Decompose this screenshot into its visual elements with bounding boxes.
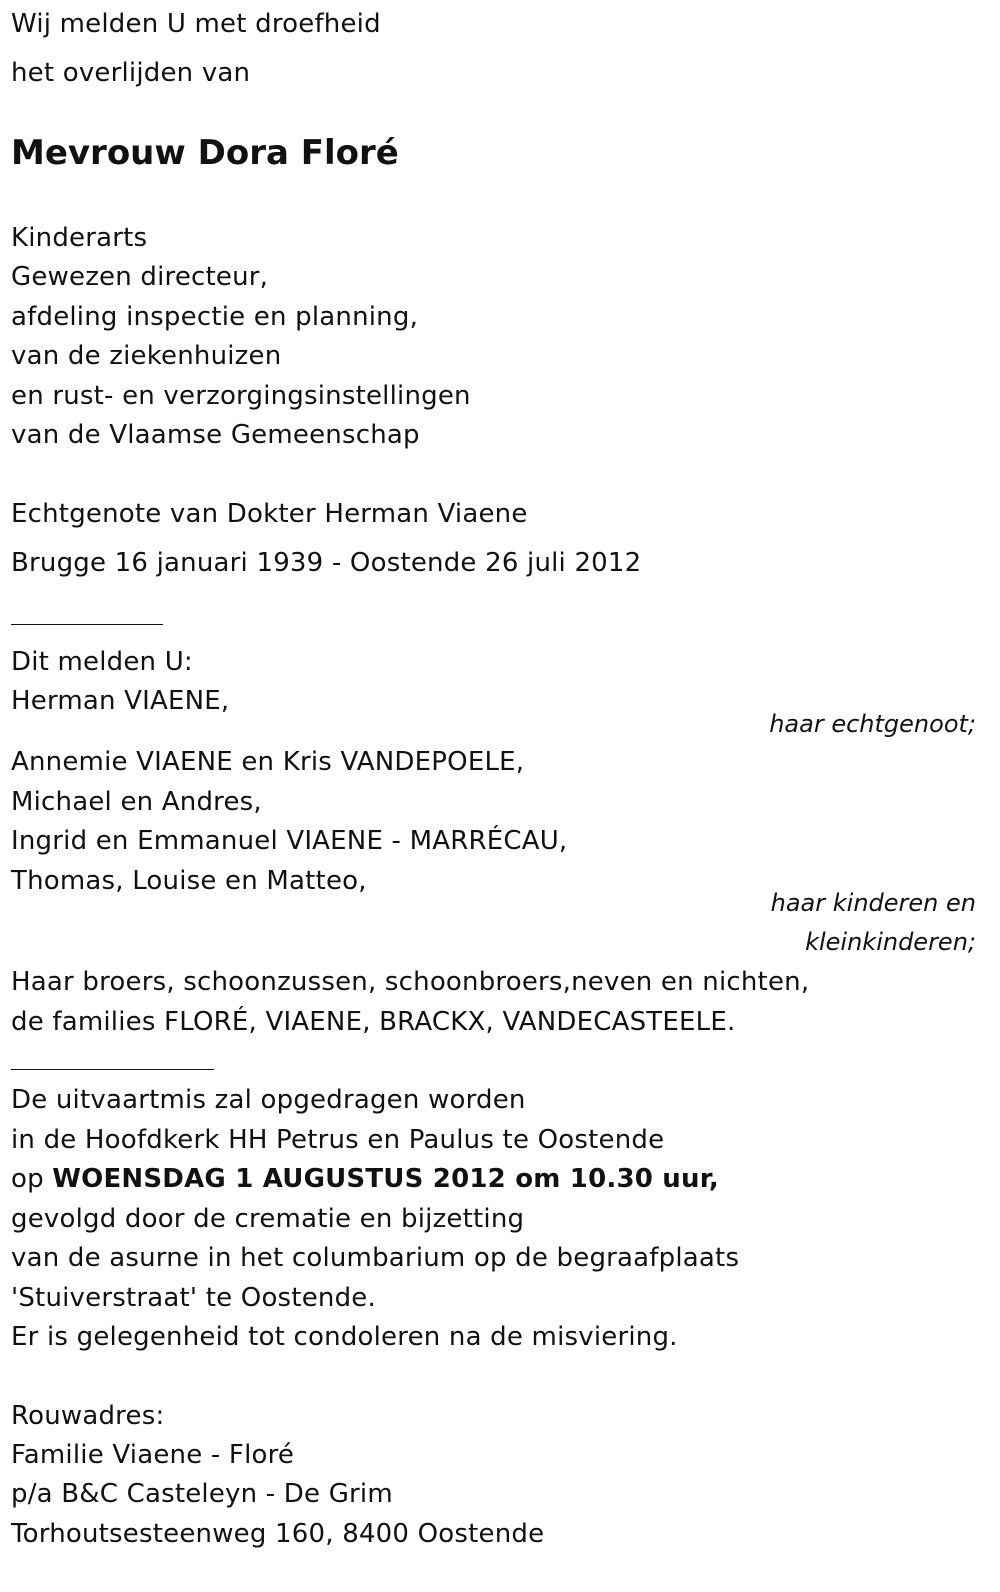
- career-line: van de Vlaamse Gemeenschap: [11, 420, 420, 450]
- intro-line-1: Wij melden U met droefheid: [11, 9, 381, 39]
- career-line: van de ziekenhuizen: [11, 341, 282, 371]
- deceased-name: Mevrouw Dora Floré: [11, 133, 399, 173]
- intro-line-2: het overlijden van: [11, 58, 251, 88]
- career-line: Kinderarts: [11, 223, 148, 253]
- children-line: Ingrid en Emmanuel VIAENE - MARRÉCAU,: [11, 826, 568, 856]
- service-line-6: 'Stuiverstraat' te Oostende.: [11, 1283, 376, 1313]
- address-line-1: Familie Viaene - Floré: [11, 1440, 295, 1470]
- section-divider: [11, 624, 163, 625]
- service-date-time: WOENSDAG 1 AUGUSTUS 2012 om 10.30 uur,: [52, 1164, 719, 1194]
- children-line: Michael en Andres,: [11, 787, 262, 817]
- announcer-spouse: Herman VIAENE,: [11, 686, 230, 716]
- service-line-3: [11, 1163, 719, 1195]
- family-line: de families FLORÉ, VIAENE, BRACKX, VANDECASTEELE.: [11, 1007, 736, 1037]
- announcers-heading: Dit melden U:: [11, 647, 193, 677]
- family-line: Haar broers, schoonzussen, schoonbroers,neven en nichten,: [11, 967, 810, 997]
- career-line: en rust- en verzorgingsinstellingen: [11, 381, 471, 411]
- children-role-1: haar kinderen en: [770, 889, 976, 917]
- children-line: Thomas, Louise en Matteo,: [11, 866, 367, 896]
- service-line-5: van de asurne in het columbarium op de begraafplaats: [11, 1243, 740, 1273]
- address-line-3: Torhoutsesteenweg 160, 8400 Oostende: [11, 1519, 545, 1549]
- service-line-7: Er is gelegenheid tot condoleren na de misviering.: [11, 1322, 678, 1352]
- section-divider: [11, 1069, 214, 1070]
- service-date-prefix: op: [11, 1164, 53, 1194]
- address-heading: Rouwadres:: [11, 1401, 165, 1431]
- children-role-2: kleinkinderen;: [805, 928, 976, 956]
- service-line-2: in de Hoofdkerk HH Petrus en Paulus te Oostende: [11, 1125, 665, 1155]
- career-line: Gewezen directeur,: [11, 262, 269, 292]
- career-line: afdeling inspectie en planning,: [11, 302, 419, 332]
- service-line-4: gevolgd door de crematie en bijzetting: [11, 1204, 525, 1234]
- spouse-line: Echtgenote van Dokter Herman Viaene: [11, 499, 528, 529]
- spouse-role: haar echtgenoot;: [769, 710, 976, 738]
- children-line: Annemie VIAENE en Kris VANDEPOELE,: [11, 747, 525, 777]
- dates-line: Brugge 16 januari 1939 - Oostende 26 juli 2012: [11, 548, 642, 578]
- service-line-1: De uitvaartmis zal opgedragen worden: [11, 1085, 526, 1115]
- address-line-2: p/a B&C Casteleyn - De Grim: [11, 1479, 393, 1509]
